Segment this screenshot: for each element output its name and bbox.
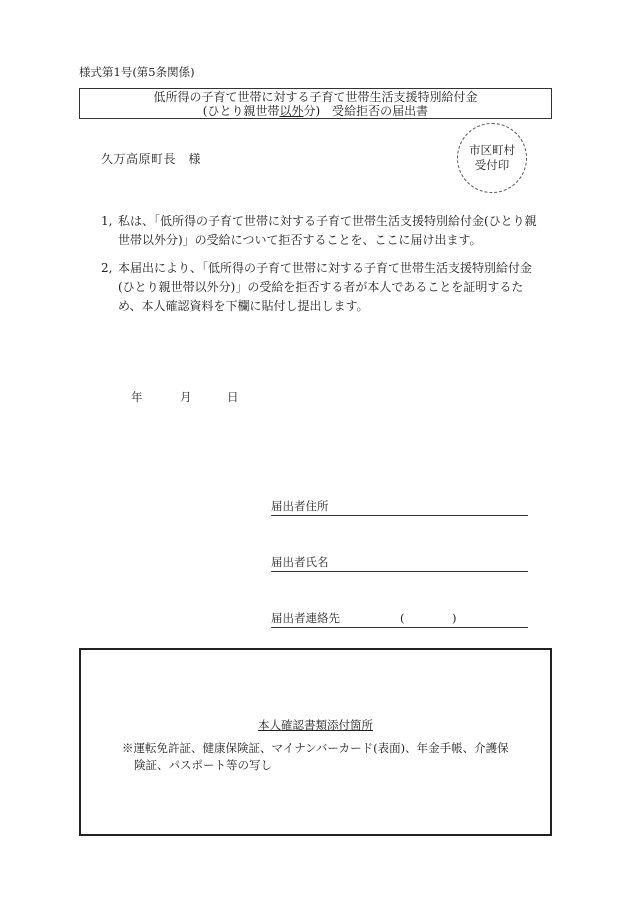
item-number: 1,	[101, 214, 113, 228]
id-note-line1: ※運転免許証、健康保険証、マイナンバーカード(表面)、年金手帳、介護保	[122, 741, 509, 755]
contact-label: 届出者連絡先	[271, 611, 340, 625]
statement-item-1	[101, 212, 541, 250]
date-month: 月	[180, 390, 192, 404]
form-title-box	[79, 88, 552, 119]
name-label: 届出者氏名	[271, 555, 329, 569]
reception-stamp-circle	[457, 123, 527, 193]
id-box-note	[122, 740, 522, 774]
id-document-attachment-box[interactable]	[79, 648, 552, 836]
date-year: 年	[131, 390, 143, 404]
form-title-line1: 低所得の子育て世帯に対する子育て世帯生活支援特別給付金	[153, 90, 478, 104]
id-note-line2: 険証、パスポート等の写し	[134, 758, 272, 772]
id-box-title: 本人確認書類添付箇所	[258, 718, 373, 732]
addressee: 久万高原町長 様	[101, 152, 202, 166]
form-title-line2	[80, 104, 551, 118]
area-code-open-paren: (	[400, 611, 405, 625]
form-number: 様式第1号(第5条関係)	[79, 65, 195, 79]
stamp-line2: 受付印	[474, 158, 510, 172]
applicant-address-field[interactable]	[271, 499, 528, 516]
stamp-line1: 市区町村	[469, 143, 515, 157]
applicant-name-field[interactable]	[271, 555, 528, 572]
address-label: 届出者住所	[271, 499, 329, 513]
title-suffix: 分) 受給拒否の届出書	[303, 104, 429, 118]
item-text: 本届出により、「低所得の子育て世帯に対する子育て世帯生活支援特別給付金(ひとり親世帯以外分)」の受給を拒否する者が本人であることを証明するため、本人確認資料を下欄に貼付し提出します。	[118, 261, 533, 313]
title-underlined: 以外	[279, 104, 304, 118]
statement-item-2	[101, 259, 541, 316]
date-day: 日	[227, 390, 239, 404]
item-text: 私は、「低所得の子育て世帯に対する子育て世帯生活支援特別給付金(ひとり親世帯以外分)」の受給について拒否することを、ここに届け出ます。	[118, 214, 537, 247]
title-prefix: (ひとり親世帯	[202, 104, 280, 118]
area-code-close-paren: )	[452, 611, 457, 625]
applicant-contact-field[interactable]	[271, 611, 528, 628]
item-number: 2,	[101, 261, 113, 275]
